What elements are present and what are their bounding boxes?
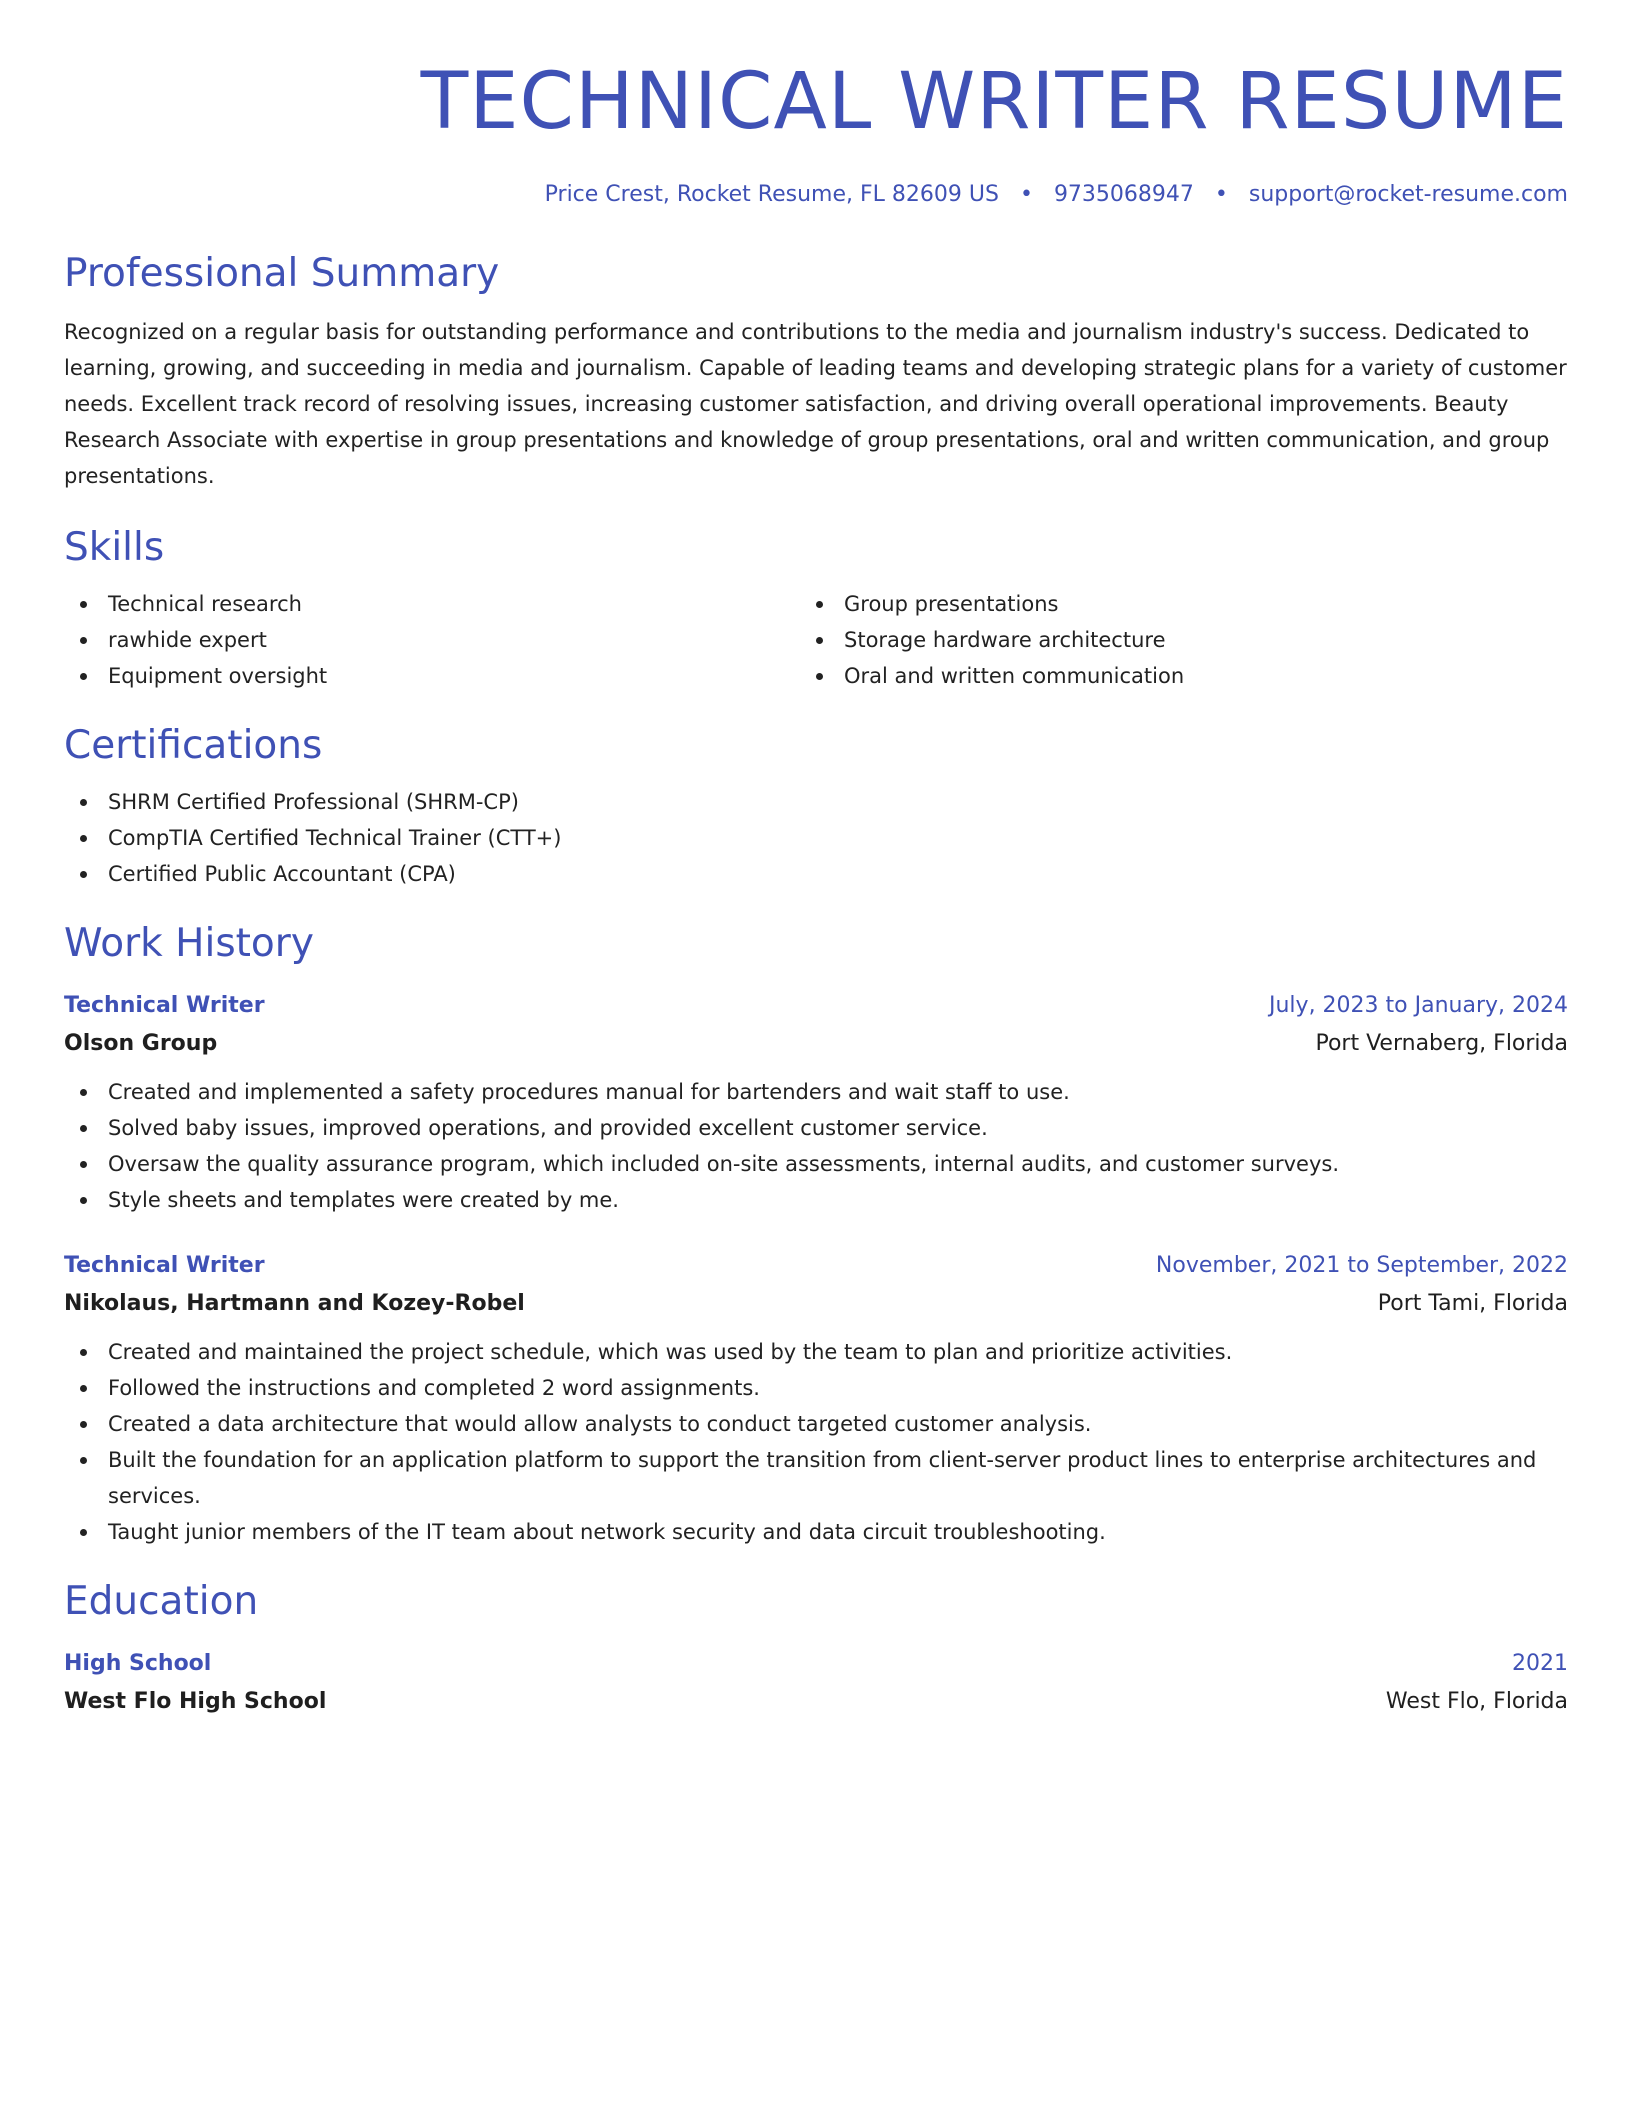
job-title: Technical Writer (64, 1253, 265, 1278)
resume-header (64, 56, 1568, 210)
job-duty-item: Created a data architecture that would allow analysts to conduct targeted customer analysis. (64, 1406, 1568, 1442)
education-entry (64, 1646, 1568, 1722)
certifications-section (64, 722, 1568, 892)
contact-separator: • (1019, 182, 1033, 207)
job-header-row (64, 1248, 1568, 1284)
job-header-row (64, 988, 1568, 1024)
education-header-row (64, 1646, 1568, 1682)
section-heading-certifications: Certifications (64, 723, 323, 768)
skill-item: Group presentations (800, 586, 1536, 622)
job-duty-item: Style sheets and templates were created by me. (64, 1182, 1568, 1218)
contact-address: Price Crest, Rocket Resume, FL 82609 US (544, 182, 999, 207)
contact-line (64, 180, 1568, 210)
summary-section (64, 250, 1568, 494)
education-degree: High School (64, 1651, 212, 1676)
job-title: Technical Writer (64, 993, 265, 1018)
job-duties-list (64, 1334, 1568, 1550)
job-duty-item: Created and implemented a safety procedures manual for bartenders and wait staff to use. (64, 1074, 1568, 1110)
job-dates: November, 2021 to September, 2022 (1155, 1253, 1568, 1278)
job-company-row (64, 1024, 1568, 1064)
skill-item: rawhide expert (64, 622, 800, 658)
page-title: TECHNICAL WRITER RESUME (420, 57, 1568, 147)
job-duty-item: Taught junior members of the IT team about network security and data circuit troubleshooting. (64, 1514, 1568, 1550)
job-company-row (64, 1284, 1568, 1324)
certification-item: SHRM Certified Professional (SHRM-CP) (64, 784, 1568, 820)
section-heading-work-history: Work History (64, 921, 314, 966)
job-duty-item: Built the foundation for an application platform to support the transition from client-server product lines to enterprise architectures and services. (64, 1442, 1568, 1514)
job-location: Port Vernaberg, Florida (1315, 1031, 1568, 1056)
skills-list-right (800, 586, 1536, 694)
education-school: West Flo High School (64, 1689, 327, 1714)
section-heading-summary: Professional Summary (64, 251, 500, 296)
education-school-row (64, 1682, 1568, 1722)
skill-item: Equipment oversight (64, 658, 800, 694)
job-duty-item: Followed the instructions and completed 2 word assignments. (64, 1370, 1568, 1406)
job-dates: July, 2023 to January, 2024 (1269, 993, 1568, 1018)
skills-grid (64, 586, 1568, 694)
job-duty-item: Solved baby issues, improved operations, and provided excellent customer service. (64, 1110, 1568, 1146)
job-company: Olson Group (64, 1031, 218, 1056)
job-duty-item: Oversaw the quality assurance program, which included on-site assessments, internal audits, and customer surveys. (64, 1146, 1568, 1182)
job-company: Nikolaus, Hartmann and Kozey-Robel (64, 1291, 525, 1316)
job-entry (64, 1248, 1568, 1550)
job-duty-item: Created and maintained the project schedule, which was used by the team to plan and prioritize activities. (64, 1334, 1568, 1370)
skill-item: Oral and written communication (800, 658, 1536, 694)
skills-list-left (64, 586, 800, 694)
job-duties-list (64, 1074, 1568, 1218)
section-heading-education: Education (64, 1579, 259, 1624)
summary-text: Recognized on a regular basis for outstanding performance and contributions to the media and journalism industry's success. Dedicated to learning, growing, and succeeding in media and journalism. Capable of leading teams and developing strategic plans for a variety of customer needs. Excellent track record of resolving issues, increasing customer satisfaction, and driving overall operational improvements. Beauty Research Associate with expertise in group presentations and knowledge of group presentations, oral and written communication, and group presentations. (64, 320, 1567, 488)
work-history-section (64, 920, 1568, 1550)
skill-item: Technical research (64, 586, 800, 622)
education-year: 2021 (1512, 1651, 1568, 1676)
certification-item: CompTIA Certified Technical Trainer (CTT+) (64, 820, 1568, 856)
job-entry (64, 988, 1568, 1218)
certifications-list (64, 784, 1568, 892)
job-location: Port Tami, Florida (1377, 1291, 1568, 1316)
skills-section (64, 524, 1568, 694)
skill-item: Storage hardware architecture (800, 622, 1536, 658)
contact-separator: • (1214, 182, 1228, 207)
education-section (64, 1578, 1568, 1722)
section-heading-skills: Skills (64, 525, 165, 570)
education-location: West Flo, Florida (1385, 1689, 1568, 1714)
contact-email: support@rocket-resume.com (1248, 182, 1568, 207)
contact-phone: 9735068947 (1053, 182, 1194, 207)
certification-item: Certified Public Accountant (CPA) (64, 856, 1568, 892)
